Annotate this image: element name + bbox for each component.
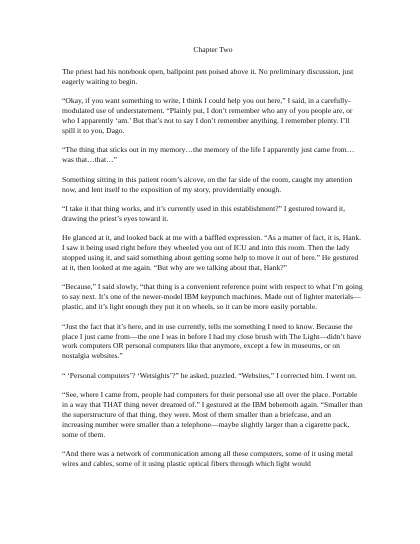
paragraph-7: “Because,” I said slowly, “that thing is a convenient reference point with respect to what I’m going to say next. It’s one of the newer-model IBM keypunch machines. Made out of lighter materials—plastic, and it’s light enough they put it on wheels, so it can be more easily portable. (62, 282, 363, 312)
paragraph-5: “I take it that thing works, and it’s currently used in this establishment?” I gestured toward it, drawing the priest’s eyes toward it. (62, 203, 346, 223)
paragraph-4: Something sitting in this patient room’s alcove, on the far side of the room, caught my attention now, and lent itself to the exposition of my story, providentially enough. (62, 174, 353, 194)
paragraph-2: “Okay, if you want something to write, I think I could help you out here,” I said, in a carefully-modulated use of understatement. “Plainly put, I don’t remember who any of you people are, or who I apparently ‘am.’ But that’s not to say I don’t remember anything. I remember plenty. I’ll spill it to you, Dago. (62, 96, 353, 135)
chapter-title: Chapter Two (193, 45, 233, 54)
paragraph-8: “Just the fact that it’s here, and in use currently, tells me something I need to know. Because the place I just came from—the one I was in before I had my close brush with The Light—didn’t have work computers OR personal computers like that anymore, except a few in museums, or on nostalgia websites.” (62, 321, 362, 361)
page-content (62, 45, 364, 479)
paragraph-11: “And there was a network of communication among all these computers, some of it using metal wires and cables, some of it using plastic optical fibers through which light would (62, 449, 354, 469)
paragraph-3: “The thing that sticks out in my memory…the memory of the life I apparently just came from…was that…that…” (62, 145, 355, 165)
paragraph-1: The priest had his notebook open, ballpoint pen poised above it. No preliminary discussion, just eagerly waiting to begin. (62, 66, 354, 86)
paragraph-6: He glanced at it, and looked back at me with a baffled expression. “As a matter of fact, it is, Hank. I saw it being used right before they wheeled you out of ICU and into this room. Then the lady stopped using it, and said something about getting some help to move it out of here.” He gestured at it, then looked at me again. “But why are we talking about that, Hank?” (62, 233, 362, 272)
paragraph-10: “See, where I came from, people had computers for their personal use all over the place. Portable in a way that THAT thing never dreamed of.” I gestured at the IBM behemoth again. “Smaller than the superstructure of that thing, they were. Most of them smaller than a briefcase, and an increasing number were smaller than a telephone—maybe slightly larger than a cigarette pack, some of them. (62, 390, 363, 439)
paragraph-9: “ ‘Personal computers’? ‘Wetsights’?” he asked, puzzled. “Websites,” I corrected him. I went on. (62, 370, 357, 380)
